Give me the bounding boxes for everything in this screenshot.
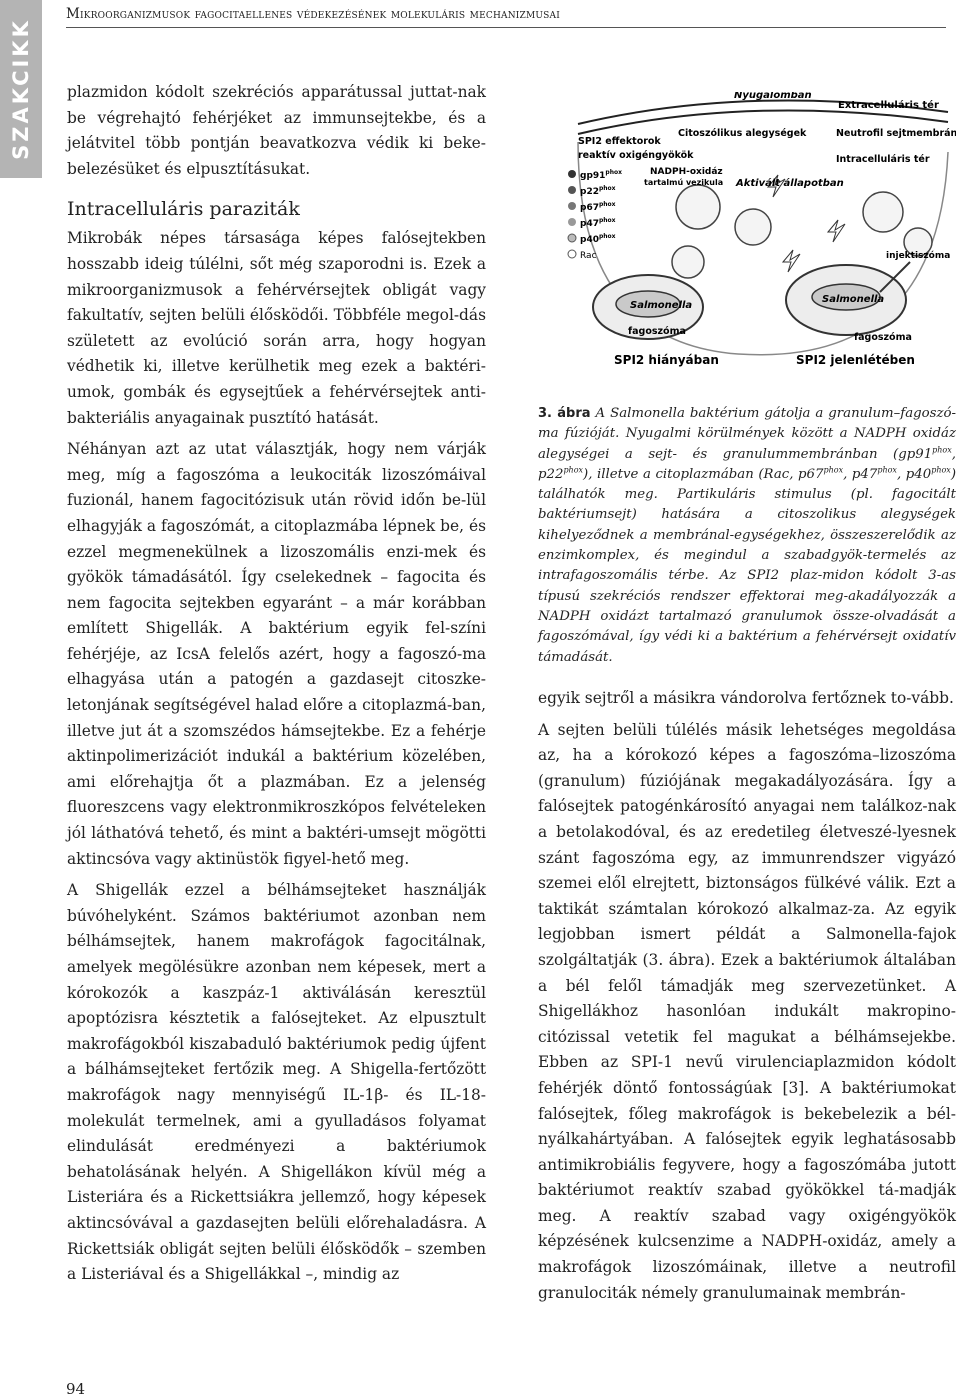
page-number: 94 bbox=[66, 1380, 86, 1398]
right-column bbox=[538, 686, 956, 1312]
caption-sup: phox bbox=[823, 465, 844, 475]
caption-text-5: , p40 bbox=[896, 466, 932, 482]
vesicle bbox=[863, 192, 903, 232]
legend-dot bbox=[568, 170, 576, 178]
paragraph: egyik sejtről a másikra vándorolva fertőznek to-vább. bbox=[538, 689, 954, 707]
legend-dot bbox=[568, 186, 576, 194]
section-tab-label: SZAKCIKK bbox=[9, 18, 33, 160]
radical-icon bbox=[783, 250, 800, 272]
label-salmonella-left: Salmonella bbox=[630, 300, 693, 311]
paragraph: Néhányan azt az utat választják, hogy nem várják meg, míg a fagoszóma a leukociták lizoszómáival fuzionál, hanem fagocitózisuk után rövid időn be-lül elhagyják a fagoszómát, a citoplazmába lépnek be, és ezzel megmenekülnek a lizoszomális enzi-mek és gyökök támadásától. Így cselekednek – fagocita és nem fagocita sejtekben egyaránt – a már korábban említett Shigellák. A baktérium egyik fel-színi fehérjéje, az IcsA felelős azért, hogy a fagoszó-ma elhagyása után a patogén a gazdasejt citoszke-letonjának segítségével halad előre a citoplazmá-ban, illetve jut át a szomszédos hámsejtekbe. Ez a fehérje aktinpolimerizációt indukál a baktérium közelében, ami előrehajtja őt a plazmában. Ez a jelenség fluoreszcens vagy elektronmikroszkópos felvételeken jól láthatóvá tehető, és mint a baktéri-umsejt mögötti aktincsóva vagy aktinüstök figyel-hető meg. bbox=[67, 440, 486, 868]
running-head: Mikroorganizmusok fagocitaellenes védekezésének molekuláris mechanizmusai bbox=[66, 6, 561, 22]
label-spi2-hianyaban: SPI2 hiányában bbox=[614, 353, 719, 367]
legend-gp91: $gp91^{phox}$ bbox=[580, 169, 622, 181]
legend-p40: $p40^{phox}$ bbox=[580, 233, 616, 245]
figure-caption bbox=[538, 404, 956, 668]
legend-dot bbox=[568, 218, 576, 226]
legend-dot bbox=[568, 250, 576, 258]
label-aktivalt: Aktivált állapotban bbox=[736, 178, 844, 189]
label-injektiszoma: injektiszóma bbox=[886, 251, 951, 261]
label-spi2-effektorok: SPI2 effektorok bbox=[578, 136, 661, 147]
legend-p67: $p67^{phox}$ bbox=[580, 201, 616, 213]
legend bbox=[568, 169, 622, 261]
legend-p22: $p22^{phox}$ bbox=[580, 185, 616, 197]
label-nadph: NADPH-oxidáz bbox=[650, 167, 723, 177]
caption-label: 3. ábra bbox=[538, 406, 591, 421]
legend-dot bbox=[568, 202, 576, 210]
paragraph: A Shigellák ezzel a bélhámsejteket használják búvóhelyként. Számos baktériumot azonban nem bélhámsejtek, hanem makrofágok fagocitálnak, amelyek megölésükre azonban nem képesek, mert a kórokozók a kaszpáz-1 aktiválásán keresztül apoptózisra késztetik a falósejteket. Az elpusztult makrofágokból kiszabaduló baktériumok pedig újfent a bálhámsejteket fertőzik meg. A Shigella-fertőzött makrofágok nagy mennyiségű IL-1β- és IL-18-molekulát termelnek, ami a gyulladásos folyamat elindulását eredményezi a baktériumok behatolásának helyén. A Shigellákon kívül még a Listeriára és a Rickettsiákra jellemző, hogy képesek aktincsóvával a gazdasejten belüli előrehaladásra. A Rickettsiák obligát sejten belüli élősködők – szemben a Listeriával és a Shigellákkal –, mindig az bbox=[67, 881, 486, 1284]
label-intracellularis: Intracelluláris tér bbox=[836, 154, 930, 165]
label-fagoszoma-left: fagoszóma bbox=[628, 326, 686, 337]
figure-diagram bbox=[538, 92, 956, 392]
label-fagoszoma-right: fagoszóma bbox=[854, 332, 912, 343]
vesicle bbox=[672, 246, 704, 278]
section-heading: Intracelluláris paraziták bbox=[67, 198, 300, 221]
paragraph: plazmidon kódolt szekréciós apparátussal juttat-nak be végrehajtó fehérjéket az immunsejtekbe, és a jelátvitel több pontján beavatkozva védik ki beke-belezésüket és elpusztításukat. bbox=[67, 83, 486, 178]
section-tab bbox=[0, 0, 42, 178]
caption-sup: phox bbox=[932, 445, 952, 455]
caption-text-3: ), illetve a citoplazmában (Rac, p67 bbox=[583, 466, 824, 482]
caption-sup: phox bbox=[563, 465, 584, 475]
caption-text-4: , p47 bbox=[843, 466, 878, 482]
left-column bbox=[67, 80, 486, 1294]
caption-text-6: ) találhatók meg. Partikuláris stimulus (pl. fagocitált baktériumsejt) hatására a citoszolikus alegységek kihelyeződnek a membránal-egységekhez, összeszerelődik az enzimkomplex, és megindul a szabadgyök-termelés az intrafagoszomális térbe. Az SPI2 plaz-midon kódolt 3-as típusú szekréciós rendszer effektorai meg-akadályozzák a NADPH oxidázt tartalmazó granulumok össze-olvadását a fagoszómával, így védi ki a baktérium a fehérvérsejt oxidatív támadását. bbox=[538, 466, 957, 665]
caption-text-1: A Salmonella baktérium gátolja a granulum–fagoszó-ma fúzióját. Nyugalmi körülmények között a NADPH oxidáz alegységei a sejt- és granulummembránban (gp91 bbox=[538, 406, 956, 462]
caption-text-2: , p22 bbox=[538, 446, 956, 482]
paragraph: Mikrobák népes társasága képes falósejtekben hosszabb ideig túlélni, sőt még szaporodni is. Ezek a mikroorganizmusok a fehérvérsejtek obligát vagy fakultatív, sejten belüli élősködői. Többféle megol-dás született az evolúció során arra, hogy hogyan védhetik ki, illetve kerülhetik meg ezek a baktéri-umok, gombák és egysejtűek a fehérvérsejtek anti-bakteriális anyagainak pusztító hatását. bbox=[67, 229, 486, 427]
legend-p47: $p47^{phox}$ bbox=[580, 217, 616, 229]
legend-dot bbox=[568, 234, 576, 242]
salmonella-diagram bbox=[538, 92, 956, 392]
label-citoszolikus: Citoszólikus alegységek bbox=[678, 128, 807, 139]
vesicle bbox=[735, 209, 771, 245]
label-spi2-jelenleteben: SPI2 jelenlétében bbox=[796, 353, 915, 367]
label-neutrofil: Neutrofil sejtmembrán bbox=[836, 128, 956, 139]
vesicle bbox=[676, 185, 720, 229]
label-salmonella-right: Salmonella bbox=[822, 294, 885, 305]
label-extracellularis: Extracelluláris tér bbox=[838, 100, 939, 111]
label-nyugalomban: Nyugalomban bbox=[734, 92, 812, 101]
header-rule bbox=[66, 27, 946, 28]
caption-sup: phox bbox=[931, 465, 951, 475]
paragraph: A sejten belüli túlélés másik lehetséges megoldása az, ha a kórokozó képes a fagoszóma–lizoszóma (granulum) fúziójának megakadályozására. Így a falósejtek patogénkárosító anyagai nem találkoz-nak a betolakodóval, és az eredetileg életveszé-lyesnek szánt fagoszóma egy, az immunrendszer vigyázó szemei elől elrejtett, biztonságos fülkévé válik. Ezt a taktikát számtalan kórokozó alkalmaz-za. Az egyik legjobban ismert példát a Salmonella-fajok szolgáltatják (3. ábra). Ezek a baktériumok általában a bél felől támadják meg szervezetünket. A Shigellákhoz hasonlóan indukált makropino-citózissal vetetik fel magukat a bélhámsejekbe. Ebben az SPI-1 nevű virulenciaplazmidon kódolt fehérjék döntő fontosságúak [3]. A baktériumokat falósejtek, főleg makrofágok is bekebelezik a bél-nyálkahártyában. A falósejtek egyik leghatásosabb antimikrobiális fegyvere, hogy a fagoszómába jutott baktériumot reaktív szabad gyökökkel tá-madják meg. A reaktív szabad vagy oxigéngyökök képzésének kulcsenzime a NADPH-oxidáz, amely a makrofágok lizoszómáinak, illetve a neutrofil granulociták némely granulumainak membrán- bbox=[538, 720, 956, 1302]
legend-rac: Rac bbox=[580, 251, 597, 261]
label-reaktiv: reaktív oxigéngyökök bbox=[578, 150, 694, 161]
label-tartalmu: tartalmú vezikula bbox=[644, 178, 724, 187]
radical-icon bbox=[828, 220, 845, 242]
caption-sup: phox bbox=[877, 465, 897, 475]
